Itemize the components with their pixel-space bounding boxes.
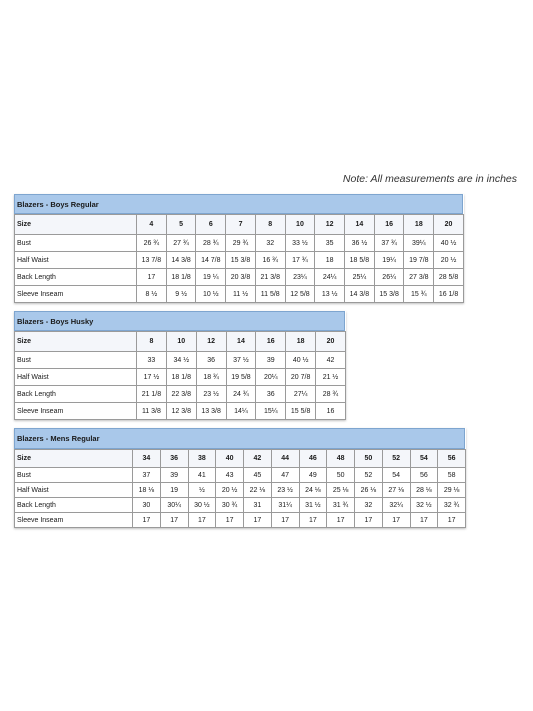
measurement-cell: 19 — [160, 483, 188, 498]
measurement-cell: 19 5/8 — [226, 369, 256, 386]
table-row — [15, 269, 464, 286]
size-header-cell: 8 — [255, 215, 285, 235]
measurement-cell: 27 ⅛ — [382, 483, 410, 498]
measurement-cell: 58 — [438, 468, 466, 483]
measurement-cell: 18 5/8 — [345, 252, 375, 269]
measurement-cell: 17 ½ — [137, 369, 167, 386]
measurement-label: Sleeve Inseam — [15, 513, 133, 528]
size-header-cell: 5 — [166, 215, 196, 235]
measurement-cell: 12 3/8 — [166, 403, 196, 420]
measurement-cell: 28 ⅛ — [410, 483, 438, 498]
measurement-cell: 32 ¾ — [438, 498, 466, 513]
measurement-cell: 16 ¾ — [255, 252, 285, 269]
measurement-cell: 33 ½ — [285, 235, 315, 252]
size-header-cell: 50 — [355, 450, 383, 468]
measurement-cell: 15 ¾ — [404, 286, 434, 303]
size-header-cell: 20 — [316, 332, 346, 352]
measurement-cell: 17 — [244, 513, 272, 528]
measurement-cell: 17 — [137, 269, 167, 286]
measurement-cell: 26¼ — [374, 269, 404, 286]
size-header-cell: 54 — [410, 450, 438, 468]
measurement-cell: 41 — [188, 468, 216, 483]
header-row — [15, 450, 466, 468]
table-row — [15, 386, 346, 403]
size-grid — [14, 214, 464, 303]
header-row — [15, 215, 464, 235]
measurement-cell: 17 — [133, 513, 161, 528]
measurement-cell: 28 ¾ — [196, 235, 226, 252]
table-row — [15, 352, 346, 369]
table-title: Blazers - Mens Regular — [14, 428, 465, 449]
measurement-cell: 26 ⅛ — [355, 483, 383, 498]
measurement-cell: 13 ½ — [315, 286, 345, 303]
measurement-cell: 35 — [315, 235, 345, 252]
measurement-cell: 15¼ — [256, 403, 286, 420]
size-header-cell: 40 — [216, 450, 244, 468]
measurement-cell: 17 — [188, 513, 216, 528]
measurement-cell: 36 ½ — [345, 235, 375, 252]
size-header-cell: 48 — [327, 450, 355, 468]
measurement-cell: 31 — [244, 498, 272, 513]
measurement-cell: 15 3/8 — [374, 286, 404, 303]
size-header-cell: 10 — [166, 332, 196, 352]
size-header-cell: 16 — [256, 332, 286, 352]
measurement-cell: 19 7/8 — [404, 252, 434, 269]
measurement-cell: 32¼ — [382, 498, 410, 513]
measurement-label: Half Waist — [15, 252, 137, 269]
boys-husky-table — [14, 311, 346, 420]
measurement-cell: 25¼ — [345, 269, 375, 286]
size-header-cell: 6 — [196, 215, 226, 235]
measurement-cell: 30 ½ — [188, 498, 216, 513]
measurement-cell: 20 ½ — [434, 252, 464, 269]
size-header-cell: 42 — [244, 450, 272, 468]
size-header-cell: 56 — [438, 450, 466, 468]
measurement-cell: 29 ⅛ — [438, 483, 466, 498]
measurement-label: Half Waist — [15, 369, 137, 386]
size-header-cell: 14 — [345, 215, 375, 235]
measurement-cell: ½ — [188, 483, 216, 498]
measurement-cell: 20 7/8 — [286, 369, 316, 386]
size-header-cell: 10 — [285, 215, 315, 235]
measurement-cell: 54 — [382, 468, 410, 483]
measurement-cell: 28 ¾ — [316, 386, 346, 403]
measurement-cell: 16 — [316, 403, 346, 420]
measurement-cell: 17 — [327, 513, 355, 528]
measurement-cell: 21 ½ — [316, 369, 346, 386]
measurement-cell: 27 3/8 — [404, 269, 434, 286]
measurement-cell: 21 1/8 — [137, 386, 167, 403]
table-title: Blazers - Boys Husky — [14, 311, 345, 331]
boys-regular-table — [14, 194, 464, 303]
measurement-cell: 19¼ — [374, 252, 404, 269]
measurement-cell: 39 — [160, 468, 188, 483]
measurement-cell: 23 ½ — [271, 483, 299, 498]
measurement-label: Sleeve Inseam — [15, 403, 137, 420]
measurement-cell: 18 ¾ — [196, 369, 226, 386]
measurement-cell: 24 ¾ — [226, 386, 256, 403]
size-label: Size — [15, 332, 137, 352]
measurement-note: Note: All measurements are in inches — [342, 173, 517, 185]
table-row — [15, 513, 466, 528]
measurement-cell: 19 ¼ — [196, 269, 226, 286]
measurement-cell: 37 ½ — [226, 352, 256, 369]
measurement-cell: 17 — [410, 513, 438, 528]
table-row — [15, 369, 346, 386]
measurement-cell: 31¼ — [271, 498, 299, 513]
measurement-label: Half Waist — [15, 483, 133, 498]
measurement-label: Bust — [15, 235, 137, 252]
table-row — [15, 252, 464, 269]
measurement-cell: 25 ⅛ — [327, 483, 355, 498]
size-header-cell: 20 — [434, 215, 464, 235]
measurement-cell: 26 ¾ — [137, 235, 167, 252]
measurement-cell: 32 — [355, 498, 383, 513]
measurement-cell: 32 — [255, 235, 285, 252]
measurement-cell: 11 3/8 — [137, 403, 167, 420]
measurement-cell: 27¼ — [286, 386, 316, 403]
measurement-cell: 24¼ — [315, 269, 345, 286]
measurement-cell: 31 ½ — [299, 498, 327, 513]
size-grid — [14, 331, 346, 420]
measurement-cell: 10 ½ — [196, 286, 226, 303]
measurement-cell: 17 — [438, 513, 466, 528]
measurement-cell: 28 5/8 — [434, 269, 464, 286]
measurement-cell: 34 ½ — [166, 352, 196, 369]
size-header-cell: 4 — [137, 215, 167, 235]
measurement-cell: 15 3/8 — [226, 252, 256, 269]
size-header-cell: 18 — [404, 215, 434, 235]
measurement-cell: 18 1/8 — [166, 369, 196, 386]
measurement-cell: 22 ⅛ — [244, 483, 272, 498]
measurement-cell: 47 — [271, 468, 299, 483]
measurement-cell: 17 — [382, 513, 410, 528]
measurement-cell: 49 — [299, 468, 327, 483]
measurement-cell: 37 ¾ — [374, 235, 404, 252]
size-header-cell: 8 — [137, 332, 167, 352]
table-title: Blazers - Boys Regular — [14, 194, 463, 214]
measurement-cell: 24 ⅛ — [299, 483, 327, 498]
measurement-cell: 17 ¾ — [285, 252, 315, 269]
measurement-cell: 30 ¾ — [216, 498, 244, 513]
mens-regular-table — [14, 428, 466, 528]
measurement-cell: 31 ¾ — [327, 498, 355, 513]
measurement-cell: 23¼ — [285, 269, 315, 286]
measurement-cell: 43 — [216, 468, 244, 483]
measurement-label: Sleeve Inseam — [15, 286, 137, 303]
measurement-cell: 15 5/8 — [286, 403, 316, 420]
measurement-cell: 18 1/8 — [166, 269, 196, 286]
measurement-cell: 30¼ — [160, 498, 188, 513]
measurement-cell: 13 7/8 — [137, 252, 167, 269]
measurement-cell: 18 ⅛ — [133, 483, 161, 498]
measurement-label: Bust — [15, 468, 133, 483]
measurement-cell: 40 ½ — [286, 352, 316, 369]
measurement-cell: 32 ½ — [410, 498, 438, 513]
measurement-cell: 18 — [315, 252, 345, 269]
measurement-cell: 17 — [160, 513, 188, 528]
measurement-cell: 42 — [316, 352, 346, 369]
size-header-cell: 12 — [196, 332, 226, 352]
measurement-cell: 13 3/8 — [196, 403, 226, 420]
table-row — [15, 286, 464, 303]
measurement-label: Back Length — [15, 269, 137, 286]
measurement-cell: 52 — [355, 468, 383, 483]
measurement-cell: 16 1/8 — [434, 286, 464, 303]
size-header-cell: 52 — [382, 450, 410, 468]
measurement-cell: 40 ½ — [434, 235, 464, 252]
measurement-cell: 21 3/8 — [255, 269, 285, 286]
measurement-cell: 56 — [410, 468, 438, 483]
measurement-cell: 12 5/8 — [285, 286, 315, 303]
size-header-cell: 14 — [226, 332, 256, 352]
measurement-cell: 14 3/8 — [166, 252, 196, 269]
measurement-cell: 20¼ — [256, 369, 286, 386]
size-header-cell: 44 — [271, 450, 299, 468]
measurement-cell: 9 ½ — [166, 286, 196, 303]
measurement-cell: 20 ½ — [216, 483, 244, 498]
measurement-cell: 39 — [256, 352, 286, 369]
measurement-cell: 36 — [256, 386, 286, 403]
measurement-cell: 50 — [327, 468, 355, 483]
measurement-cell: 11 5/8 — [255, 286, 285, 303]
measurement-cell: 20 3/8 — [226, 269, 256, 286]
measurement-cell: 22 3/8 — [166, 386, 196, 403]
size-header-cell: 38 — [188, 450, 216, 468]
table-row — [15, 468, 466, 483]
measurement-cell: 17 — [355, 513, 383, 528]
measurement-cell: 29 ¾ — [226, 235, 256, 252]
measurement-cell: 27 ¾ — [166, 235, 196, 252]
measurement-cell: 23 ½ — [196, 386, 226, 403]
table-row — [15, 403, 346, 420]
measurement-cell: 39¼ — [404, 235, 434, 252]
size-header-cell: 46 — [299, 450, 327, 468]
size-header-cell: 34 — [133, 450, 161, 468]
measurement-cell: 17 — [216, 513, 244, 528]
header-row — [15, 332, 346, 352]
measurement-cell: 17 — [271, 513, 299, 528]
measurement-cell: 14¼ — [226, 403, 256, 420]
table-row — [15, 235, 464, 252]
size-label: Size — [15, 215, 137, 235]
size-header-cell: 36 — [160, 450, 188, 468]
measurement-cell: 45 — [244, 468, 272, 483]
measurement-cell: 30 — [133, 498, 161, 513]
size-header-cell: 16 — [374, 215, 404, 235]
measurement-cell: 33 — [137, 352, 167, 369]
measurement-label: Back Length — [15, 498, 133, 513]
measurement-cell: 37 — [133, 468, 161, 483]
size-header-cell: 18 — [286, 332, 316, 352]
measurement-cell: 11 ½ — [226, 286, 256, 303]
size-grid — [14, 449, 466, 528]
measurement-cell: 14 3/8 — [345, 286, 375, 303]
measurement-cell: 17 — [299, 513, 327, 528]
size-header-cell: 12 — [315, 215, 345, 235]
table-row — [15, 498, 466, 513]
size-label: Size — [15, 450, 133, 468]
measurement-cell: 8 ½ — [137, 286, 167, 303]
measurement-cell: 36 — [196, 352, 226, 369]
size-header-cell: 7 — [226, 215, 256, 235]
measurement-label: Bust — [15, 352, 137, 369]
table-row — [15, 483, 466, 498]
measurement-label: Back Length — [15, 386, 137, 403]
measurement-cell: 14 7/8 — [196, 252, 226, 269]
